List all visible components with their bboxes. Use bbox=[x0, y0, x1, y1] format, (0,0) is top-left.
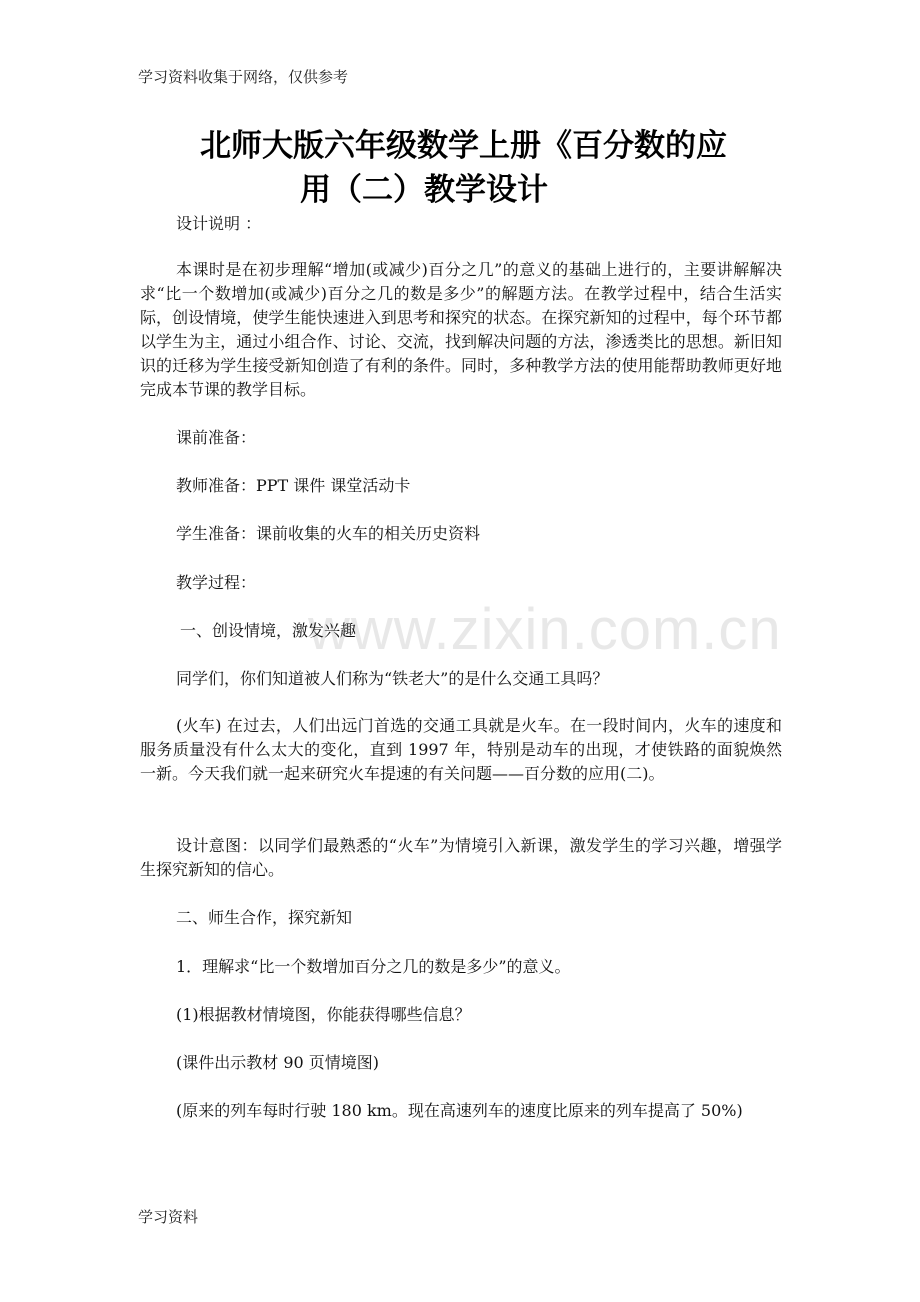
step1-title: 一、创设情境，激发兴趣 bbox=[180, 621, 357, 640]
design-note-label: 设计说明 ： bbox=[176, 214, 262, 233]
prep-label: 课前准备： bbox=[176, 428, 257, 447]
header-note: 学习资料收集于网络，仅供参考 bbox=[138, 68, 349, 86]
footer-note: 学习资料 bbox=[138, 1208, 199, 1226]
step2-title: 二、师生合作，探究新知 bbox=[176, 908, 353, 927]
step2-courseware-note: (课件出示教材 90 页情境图) bbox=[176, 1053, 380, 1072]
document-title-line1: 北师大版六年级数学上册《百分数的应 bbox=[200, 128, 727, 164]
teacher-prep: 教师准备：PPT 课件 课堂活动卡 bbox=[176, 476, 411, 495]
document-title-line2: 用（二）教学设计 bbox=[300, 172, 548, 208]
process-label: 教学过程： bbox=[176, 573, 257, 592]
step2-item1: 1．理解求“比一个数增加百分之几的数是多少”的意义。 bbox=[176, 957, 571, 976]
step1-question: 同学们，你们知道被人们称为“铁老大”的是什么交通工具吗？ bbox=[176, 669, 609, 688]
step2-question1: (1)根据教材情境图，你能获得哪些信息？ bbox=[176, 1005, 471, 1024]
student-prep: 学生准备：课前收集的火车的相关历史资料 bbox=[176, 524, 481, 543]
watermark: www.zixin.com.cn bbox=[308, 597, 782, 662]
step1-paragraph: (火车) 在过去，人们出远门首选的交通工具就是火车。在一段时间内，火车的速度和服务质量没有什么太大的变化，直到 1997 年，特别是动车的出现，才使铁路的面貌焕然一新。今天我们就一起来研究火车提速的有关问题——百分数的应用(二)。 bbox=[140, 716, 782, 783]
design-note-paragraph: 本课时是在初步理解“增加(或减少)百分之几”的意义的基础上进行的，主要讲解解决求“比一个数增加(或减少)百分之几的数是多少”的解题方法。在教学过程中，结合生活实际，创设情境，使学生能快速进入到思考和探究的状态。在探究新知的过程中，每个环节都以学生为主，通过小组合作、讨论、交流，找到解决问题的方法，渗透类比的思想。新旧知识的迁移为学生接受新知创造了有利的条件。同时，多种教学方法的使用能帮助教师更好地完成本节课的教学目标。 bbox=[140, 260, 782, 399]
step1-intent: 设计意图：以同学们最熟悉的“火车”为情境引入新课，激发学生的学习兴趣，增强学生探究新知的信心。 bbox=[140, 836, 782, 879]
step2-info: (原来的列车每时行驶 180 km。现在高速列车的速度比原来的列车提高了 50%) bbox=[176, 1101, 743, 1120]
